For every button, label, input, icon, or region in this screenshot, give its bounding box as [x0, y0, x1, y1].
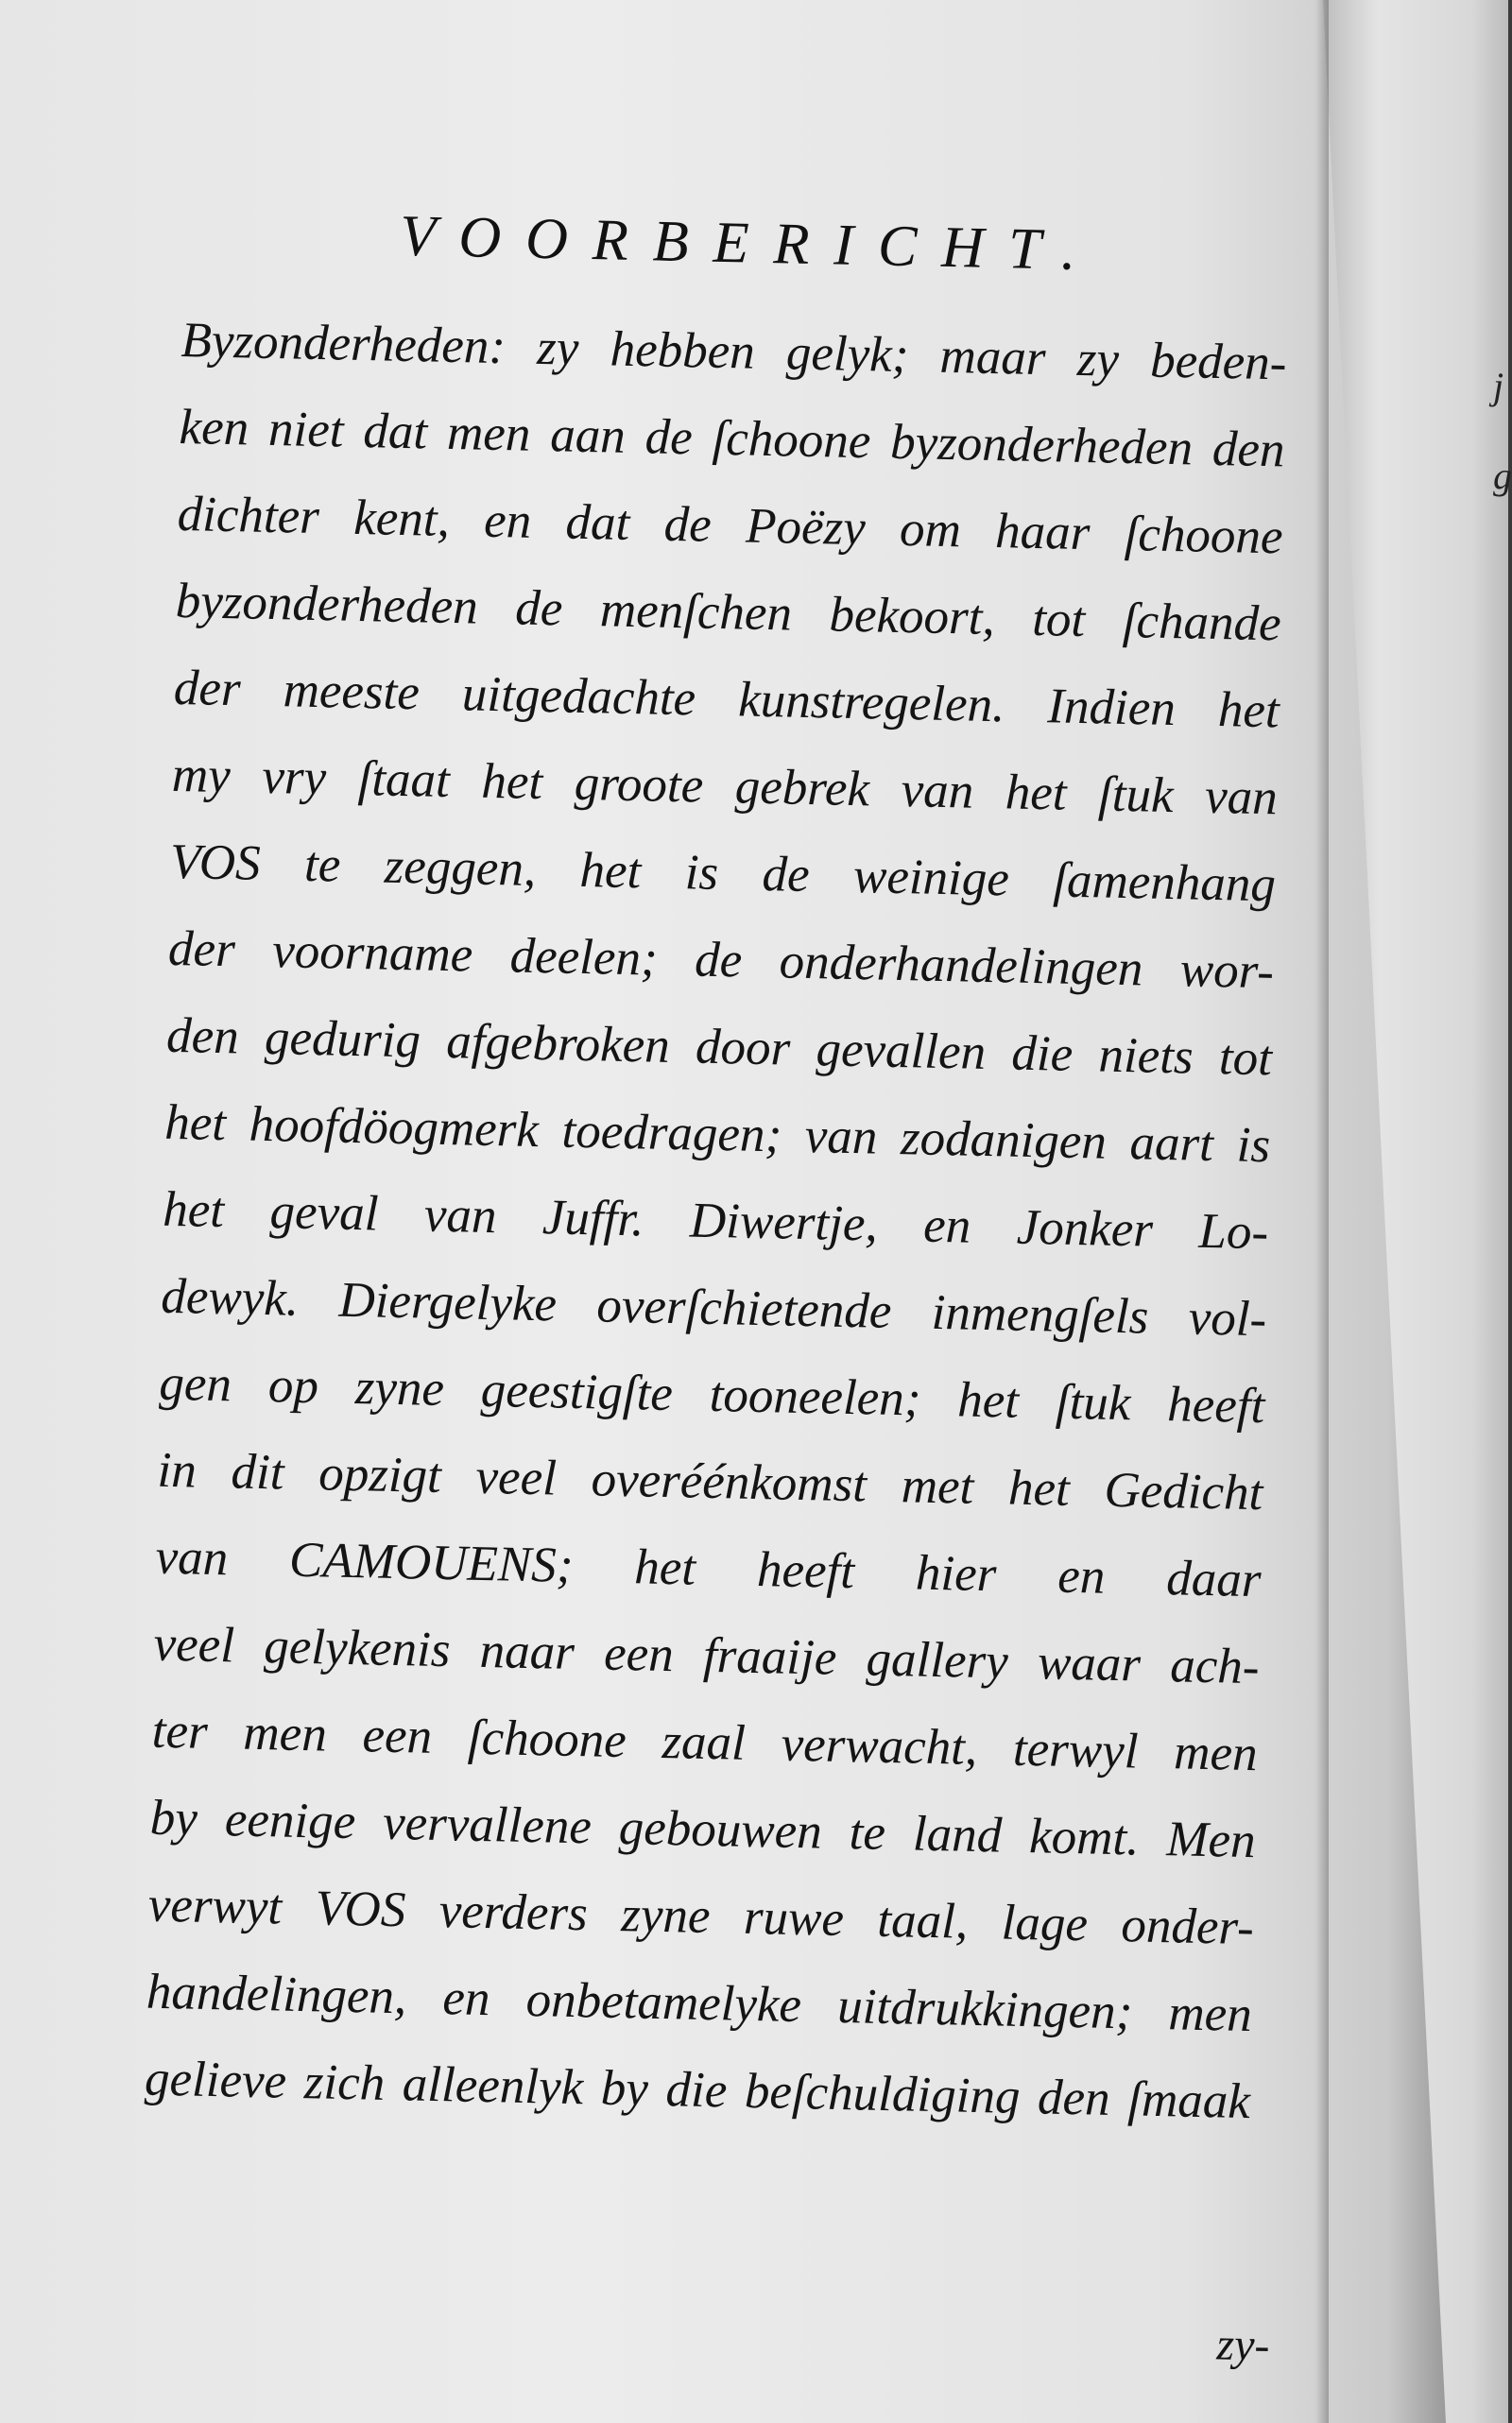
- text-line: het hoofdöogmerk toedragen; van zodanigen aart is: [163, 1094, 1271, 1174]
- text-line: ken niet dat men aan de ſchoone byzonderheden den: [179, 399, 1286, 478]
- facing-page-fragment-icon: g: [1493, 455, 1512, 497]
- text-line: dichter kent, en dat de Poëzy om haar ſchoone: [177, 486, 1284, 565]
- text-line: veel gelykenis naar een fraaije gallery waar ach-: [153, 1616, 1261, 1695]
- text-line: der voorname deelen; de onderhandelingen wor-: [167, 920, 1275, 1000]
- text-line: verwyt VOS verders zyne ruwe taal, lage onder-: [147, 1877, 1255, 1956]
- text-line: Byzonderheden: zy hebben gelyk; maar zy beden-: [180, 312, 1288, 391]
- text-line: handelingen, en onbetamelyke uitdrukkingen; men: [146, 1964, 1253, 2043]
- text-line: by eenige vervallene gebouwen te land komt. Men: [149, 1790, 1257, 1869]
- page-text: [144, 189, 1318, 2371]
- text-line: den gedurig afgebroken door gevallen die niets tot: [165, 1007, 1273, 1087]
- text-line: het geval van Juffr. Diwertje, en Jonker Lo-: [162, 1181, 1269, 1261]
- page-heading: VOORBERICHT.: [399, 203, 1102, 284]
- catchword: zy-: [1215, 2319, 1270, 2371]
- text-line: VOS te zeggen, het is de weinige ſamenhang: [169, 833, 1277, 913]
- text-line: van CAMOUENS; het heeft hier en daar: [155, 1529, 1263, 1608]
- text-line: gelieve zich alleenlyk by die beſchuldiging den ſmaak: [144, 2051, 1251, 2130]
- facing-page-fragment-icon: j: [1493, 365, 1504, 407]
- text-line: ter men een ſchoone zaal verwacht, terwyl men: [151, 1703, 1259, 1782]
- text-line: dewyk. Diergelyke overſchietende inmengſels vol-: [160, 1268, 1267, 1348]
- text-line: in dit opzigt veel overéénkomst met het Gedicht: [156, 1442, 1263, 1521]
- text-line: my vry ſtaat het groote gebrek van het ſtuk van: [171, 747, 1279, 826]
- text-line: gen op zyne geestigſte tooneelen; het ſtuk heeft: [158, 1355, 1265, 1435]
- text-line: byzonderheden de menſchen bekoort, tot ſchande: [175, 573, 1282, 652]
- page-gutter-shadow: [1315, 0, 1329, 2423]
- text-line: der meeste uitgedachte kunstregelen. Indien het: [173, 660, 1280, 739]
